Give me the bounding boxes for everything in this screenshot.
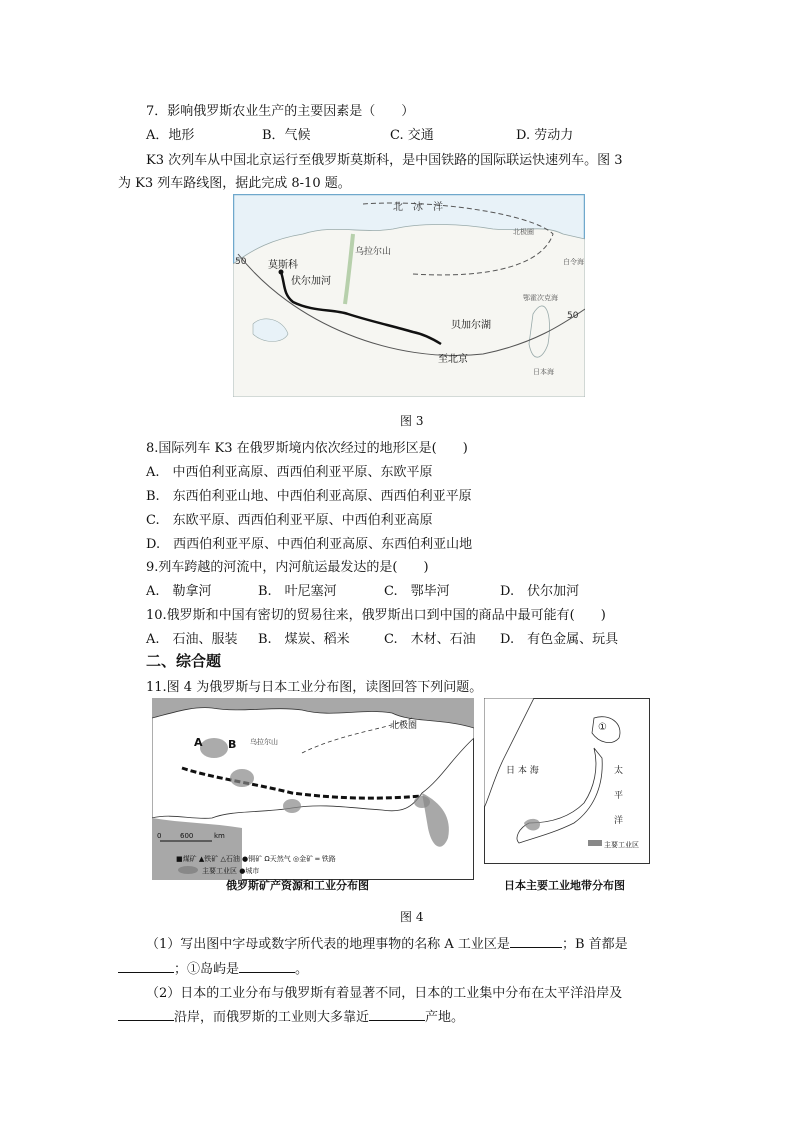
intro-line-2: 为 K3 列车路线图，据此完成 8-10 题。 [118, 176, 351, 191]
q7-option-b: B．气候 [262, 128, 311, 143]
q8-option-a: A. 中西伯利亚高原、西西伯利亚平原、东欧平原 [146, 465, 433, 480]
japan-map-caption: 日本主要工业地带分布图 [504, 879, 625, 892]
q8-option-c: C. 东欧平原、西西伯利亚平原、中西伯利亚高原 [146, 513, 433, 528]
map3-bering-label: 白令海 [563, 258, 584, 266]
map3-moscow-label: 莫斯科 [268, 260, 298, 271]
q11-part-1-line-1 [146, 933, 628, 952]
answer-blank-d[interactable] [118, 1008, 174, 1021]
answer-blank-a[interactable] [510, 935, 562, 948]
q7-option-d: D. 劳动力 [516, 128, 574, 143]
q8-option-b: B. 东西伯利亚山地、中西伯利亚高原、西西伯利亚平原 [146, 489, 472, 504]
russia-map-industrial-zone-a [200, 738, 228, 758]
map-russia-industry [152, 698, 474, 880]
russia-map-legend-zone-swatch [178, 866, 198, 874]
russia-map-label-a: A [194, 736, 203, 749]
russia-map-industrial-zone-ural [230, 769, 254, 787]
q11-part-1-text-c: ；①岛屿是 [174, 962, 240, 977]
q9-stem: 9.列车跨越的河流中，内河航运最发达的是( ) [146, 560, 429, 575]
map3-lat50-east: 50 [567, 311, 579, 321]
russia-map-industrial-zone-far-east [414, 796, 430, 808]
japan-map-sea-label: 日 本 海 [506, 766, 539, 776]
russia-map-arctic-label: 北极圈 [390, 721, 418, 731]
russia-map-ural-label: 乌拉尔山 [250, 738, 278, 746]
q9-option-b: B. 叶尼塞河 [258, 584, 337, 599]
map-japan-industry [484, 698, 650, 864]
q9-option-d: D. 伏尔加河 [500, 584, 580, 599]
japan-map-pacific-char-3: 洋 [614, 816, 624, 826]
map3-ural-label: 乌拉尔山 [355, 247, 392, 257]
japan-map-island-number: ① [598, 722, 607, 733]
map3-to-beijing-label: 至北京 [438, 354, 468, 365]
q9-option-a: A. 勒拿河 [146, 584, 212, 599]
russia-map-scale-label: 600 [180, 832, 194, 840]
answer-blank-c[interactable] [239, 960, 295, 973]
q11-part-2-line-2 [118, 1006, 464, 1025]
q11-stem: 11.图 4 为俄罗斯与日本工业分布图，读图回答下列问题。 [146, 680, 483, 695]
q10-option-c: C. 木材、石油 [384, 632, 476, 647]
q11-part-1-text-a: （1）写出图中字母或数字所代表的地理事物的名称 A 工业区是 [146, 937, 510, 952]
intro-line-1: K3 次列车从中国北京运行至俄罗斯莫斯科，是中国铁路的国际联运快速列车。图 3 [146, 153, 623, 168]
q11-part-2-text-c: 产地。 [425, 1010, 465, 1025]
map3-arctic-circle-label: 北极圈 [513, 228, 534, 236]
q11-part-2-line-1: （2）日本的工业分布与俄罗斯有着显著不同，日本的工业集中分布在太平洋沿岸及 [146, 986, 623, 1001]
map3-volga-label: 伏尔加河 [291, 276, 331, 287]
map3-okhotsk-label: 鄂霍次克海 [523, 294, 558, 302]
q10-option-a: A. 石油、服装 [146, 632, 238, 647]
q11-part-1-line-2 [118, 958, 308, 977]
answer-blank-b[interactable] [118, 960, 174, 973]
q8-stem: 8.国际列车 K3 在俄罗斯境内依次经过的地形区是( ) [146, 441, 468, 456]
map3-lat50-west: 50 [235, 257, 247, 267]
q10-option-d: D. 有色金属、玩具 [500, 632, 619, 647]
q7-option-a: A．地形 [146, 128, 195, 143]
russia-map-caption: 俄罗斯矿产资源和工业分布图 [226, 879, 369, 892]
q9-option-c: C. 鄂毕河 [384, 584, 450, 599]
map3-baikal-label: 贝加尔湖 [451, 320, 491, 331]
q8-option-d: D. 西西伯利亚平原、中西伯利亚高原、东西伯利亚山地 [146, 537, 473, 552]
q7-option-c: C. 交通 [390, 128, 434, 143]
japan-map-pacific-char-1: 太 [614, 766, 624, 776]
russia-map-legend-row-2: 主要工业区 ●城市 [202, 867, 260, 875]
russia-map-industrial-zone-siberia [283, 799, 301, 813]
q11-part-1-text-d: 。 [295, 962, 309, 977]
map-figure-3 [233, 194, 585, 397]
russia-map-legend-row-1: ■煤矿 ▲铁矿 △石油 ●铜矿 Ω天然气 ◎金矿 ═ 铁路 [176, 855, 336, 863]
japan-map-legend-label: 主要工业区 [604, 841, 639, 849]
japan-map-legend-swatch [588, 840, 602, 846]
figure-4-caption: 图 4 [400, 910, 424, 924]
figure-3-caption: 图 3 [400, 414, 424, 428]
russia-map-scale-zero: 0 [157, 832, 162, 840]
q11-part-1-text-b: ；B 首都是 [561, 937, 628, 952]
russia-map-scale-unit: km [214, 832, 225, 840]
q10-option-b: B. 煤炭、稻米 [258, 632, 350, 647]
section-title: 二、综合题 [146, 652, 222, 670]
map3-japan-sea-label: 日本海 [533, 368, 554, 376]
q10-stem: 10.俄罗斯和中国有密切的贸易往来，俄罗斯出口到中国的商品中最可能有( ) [146, 608, 606, 623]
q11-part-2-text-b: 沿岸，而俄罗斯的工业则大多靠近 [174, 1010, 370, 1025]
russia-map-label-b: B [228, 738, 237, 751]
q7-stem: 7．影响俄罗斯农业生产的主要因素是（ ） [146, 104, 415, 119]
map3-north-ocean-label: 北 冰 洋 [393, 202, 443, 213]
answer-blank-e[interactable] [369, 1008, 425, 1021]
japan-map-pacific-char-2: 平 [614, 791, 624, 801]
